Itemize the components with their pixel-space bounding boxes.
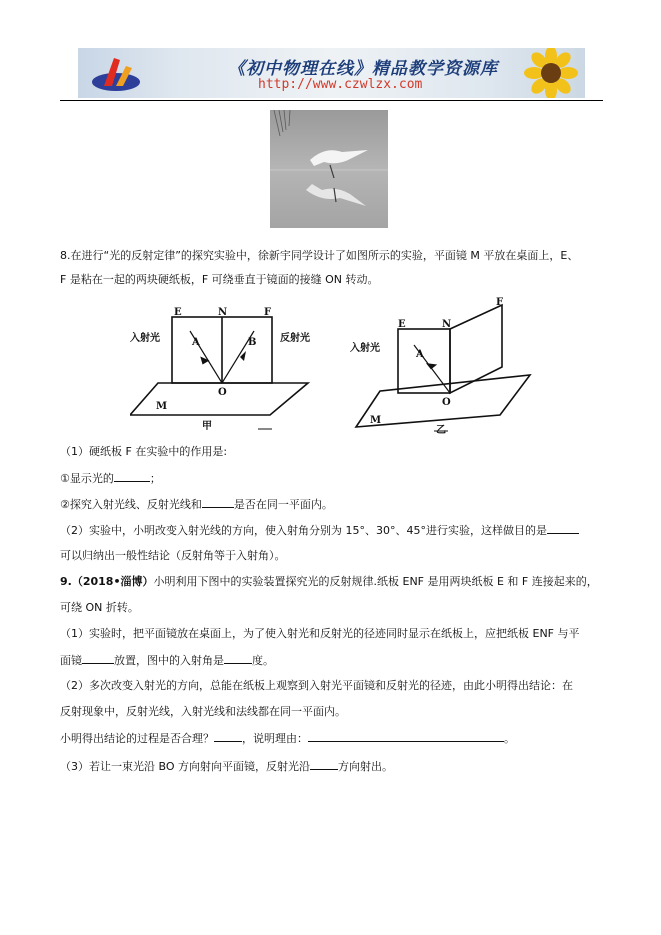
q8-answer-blank-2[interactable] <box>202 496 234 508</box>
q9-answer-blank-3[interactable] <box>214 730 242 742</box>
q9-sub3 <box>60 758 393 775</box>
q9-answer-blank-5[interactable] <box>310 758 338 770</box>
q8-answer-blank-1[interactable] <box>114 470 150 482</box>
q9-sub2-line3 <box>60 730 515 747</box>
left-label-f: F <box>264 307 272 318</box>
left-label-o: O <box>218 387 227 398</box>
right-label-o: O <box>442 397 451 408</box>
q8-sub1b <box>60 496 333 513</box>
q9-sub3-post: 方向射出。 <box>338 760 394 773</box>
q9-sub2-mid: ，说明理由： <box>242 732 308 745</box>
right-label-f: F <box>496 297 504 308</box>
q8-sub2-pre: （2）实验中，小明改变入射光线的方向，使入射角分别为 15°、30°、45°进行实验，这样做目的是 <box>60 524 547 537</box>
q8-sub2 <box>60 522 579 539</box>
q8-sub1a <box>60 470 161 487</box>
site-logo-icon <box>90 52 142 94</box>
q8-sub1: （1）硬纸板 F 在实验中的作用是: <box>60 445 228 458</box>
left-caption: 甲 <box>202 421 212 432</box>
q9-sub1-post: 度。 <box>252 654 274 667</box>
q9-stem-line1 <box>60 574 598 590</box>
header-title: 《初中物理在线》精品教学资源库 <box>228 59 498 79</box>
q9-answer-blank-4[interactable] <box>308 730 504 742</box>
q8-stem-line2: F 是粘在一起的两块硬纸板，F 可绕垂直于镜面的接缝 ON 转动。 <box>60 273 379 286</box>
left-label-m: M <box>156 401 168 412</box>
sunflower-icon <box>511 48 581 98</box>
q9-stem-line2: 可绕 ON 折转。 <box>60 601 139 614</box>
figure-right <box>350 295 535 435</box>
right-caption: 乙 <box>436 425 446 435</box>
q8-answer-blank-3[interactable] <box>547 522 579 534</box>
right-label-e: E <box>398 319 406 330</box>
header-url: http://www.czwlzx.com <box>258 77 423 92</box>
q9-sub1-line2 <box>60 652 274 669</box>
right-label-a: A <box>416 349 424 360</box>
q8-sub2-line2: 可以归纳出一般性结论（反射角等于入射角）。 <box>60 549 286 562</box>
q8-sub1b-post: 是否在同一平面内。 <box>233 498 333 511</box>
q9-number: 9. <box>60 575 72 588</box>
q8-sub1a-post: ； <box>149 472 161 485</box>
left-reflected-label: 反射光 <box>280 333 310 344</box>
q9-sub1-mid: 放置，图中的入射角是 <box>114 654 224 667</box>
left-label-e: E <box>174 307 182 318</box>
q9-sub2-line2: 反射现象中，反射光线，入射光线和法线都在同一平面内。 <box>60 705 346 718</box>
q9-sub2-line1: （2）多次改变入射光的方向，总能在纸板上观察到入射光平面镜和反射光的径迹，由此小明得出结论：在 <box>60 679 573 692</box>
right-label-m: M <box>370 415 382 426</box>
figure-left <box>130 305 320 435</box>
q9-sub1-pre: 面镜 <box>60 654 82 667</box>
q9-sub1-line1: （1）实验时，把平面镜放在桌面上，为了使入射光和反射光的径迹同时显示在纸板上，应把纸板 ENF 与平 <box>60 627 580 640</box>
q8-sub1b-pre: ②探究入射光线、反射光线和 <box>60 498 202 511</box>
q9-stem-rest: 小明利用下图中的实验装置探究光的反射规律.纸板 ENF 是用两块纸板 E 和 F 连接起来的， <box>153 575 598 588</box>
left-label-a: A <box>192 337 200 348</box>
right-label-n: N <box>442 319 452 330</box>
q8-sub1a-pre: ①显示光的 <box>60 472 114 485</box>
left-label-n: N <box>218 307 228 318</box>
left-label-b: B <box>248 337 257 348</box>
q9-sub2-pre: 小明得出结论的过程是否合理？ <box>60 732 214 745</box>
q9-answer-blank-1[interactable] <box>82 652 114 664</box>
egret-reflection-photo <box>270 110 388 228</box>
q9-sub2-post: 。 <box>504 732 515 745</box>
q9-sub3-pre: （3）若让一束光沿 BO 方向射向平面镜，反射光沿 <box>60 760 311 773</box>
right-incident-label: 入射光 <box>350 343 380 354</box>
header-banner <box>78 48 585 98</box>
left-incident-label: 入射光 <box>130 333 160 344</box>
q9-answer-blank-2[interactable] <box>224 652 252 664</box>
header-rule <box>60 100 603 101</box>
q8-stem-line1: 8.在进行“光的反射定律”的探究实验中，徐新宇同学设计了如图所示的实验，平面镜 M 平放在桌面上，E、 <box>60 249 579 262</box>
q9-source: （2018•淄博） <box>71 575 154 588</box>
